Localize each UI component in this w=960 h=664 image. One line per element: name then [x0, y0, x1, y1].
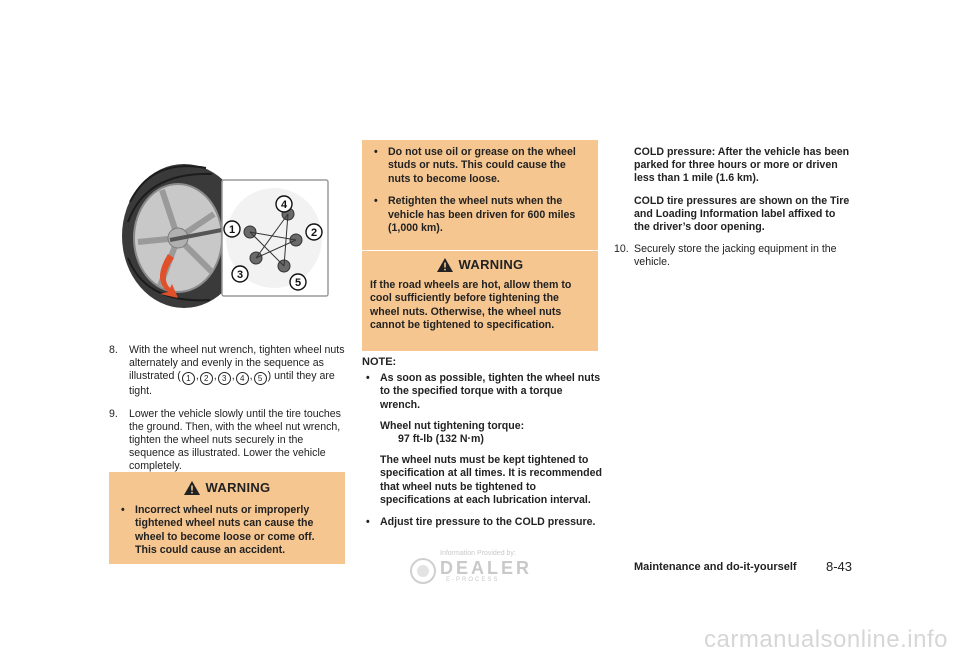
step-8: 8. With the wheel nut wrench, tighten wheel nuts alternately and evenly in the sequence as illustrated ( 1 , 2 , 3 , 4 , 5 ) until they are tight. — [109, 344, 345, 398]
callout-1: 1 — [228, 224, 236, 236]
warning-title-2: WARNING — [458, 257, 524, 273]
warning-box-2 — [362, 251, 598, 351]
warning-2-text: If the road wheels are hot, allow them to cool sufficiently before tightening the wheel nuts. Otherwise, the wheel nuts cannot be tightened to specification. — [370, 279, 572, 332]
watermark: carmanualsonline.info — [704, 626, 948, 653]
dealer-emblem-icon — [410, 558, 436, 584]
warning-cont-item-2-text: Retighten the wheel nuts when the vehicle has been driven for 600 miles (1,000 km). — [388, 195, 576, 235]
torque-label: Wheel nut tightening torque: — [380, 419, 525, 432]
step-8-text-a: With the wheel nut wrench, tighten wheel nuts alternately and evenly in the sequence as illustrated ( — [129, 344, 345, 383]
warning-1-item-text: Incorrect wheel nuts or improperly tightened wheel nuts can cause the wheel to become loose or come off. This could cause an accident. — [135, 504, 315, 557]
left-column — [109, 344, 345, 483]
dealer-provided: Information Provided by: — [440, 550, 516, 557]
note-item-2: • Adjust tire pressure to the COLD pressure. — [366, 516, 596, 529]
note-item-1-text: As soon as possible, tighten the wheel nuts to the specified torque with a torque wrench. — [380, 372, 601, 411]
torque-note: The wheel nuts must be kept tightened to specification at all times. It is recommended that wheel nuts be tightened to specifications at each lubrication interval. — [380, 454, 602, 506]
dealer-name: DEALER — [440, 558, 533, 578]
step-9-number: 9. — [109, 407, 118, 420]
warning-cont-item-2: • Retighten the wheel nuts when the vehicle has been driven for 600 miles (1,000 km). — [374, 195, 576, 235]
cold-pressure-definition: COLD pressure: After the vehicle has been parked for three hours or more or driven less than 1 mile (1.6 km). — [634, 146, 850, 185]
dealer-logo — [410, 550, 550, 584]
footer-page-number: 8-43 — [826, 559, 853, 574]
step-8-number: 8. — [109, 344, 118, 356]
warning-box-continued — [362, 140, 598, 250]
seq-2: 2 — [200, 372, 213, 385]
step-9-text: Lower the vehicle slowly until the tire touches the ground. Then, with the wheel nut wrench, tighten the wheel nuts securely in the sequence as illustrated. Lower the vehicle completely. — [129, 407, 341, 473]
right-column — [614, 146, 852, 279]
torque-value: 97 ft-lb (132 N·m) — [398, 433, 484, 446]
note-item-1: • As soon as possible, tighten the wheel nuts to the specified torque with a torque wrench. Wheel nut tightening torque: 97 ft-lb (132 N·m) The wheel nuts must be kept tightened to specification at all times. It is recommended that wheel nuts be tightened to specifications at each lubrication interval. — [366, 372, 602, 506]
note-section — [362, 356, 602, 538]
callout-3: 3 — [236, 269, 244, 281]
warning-cont-item-1: • Do not use oil or grease on the wheel studs or nuts. This could cause the nuts to become loose. — [374, 146, 576, 185]
warning-cont-item-1-text: Do not use oil or grease on the wheel studs or nuts. This could cause the nuts to become loose. — [388, 146, 576, 185]
warning-title-1: WARNING — [205, 480, 271, 496]
seq-4: 4 — [236, 372, 249, 385]
callout-2: 2 — [310, 227, 318, 239]
warning-header-1 — [109, 478, 345, 498]
warning-triangle-icon — [184, 481, 200, 495]
note-heading: NOTE: — [362, 356, 397, 368]
step-10-text: Securely store the jacking equipment in the vehicle. — [634, 243, 837, 269]
cold-pressure-label-info: COLD tire pressures are shown on the Tire and Loading Information label affixed to the driver’s door opening. — [634, 194, 850, 234]
warning-header-2 — [362, 255, 598, 275]
callout-5: 5 — [294, 277, 302, 289]
callout-4: 4 — [280, 199, 288, 211]
footer-section-title: Maintenance and do-it-yourself — [634, 561, 797, 573]
warning-box-1 — [109, 472, 345, 564]
step-8-text-b: ) until they are tight. — [129, 370, 335, 398]
wheel-nut-illustration — [122, 162, 330, 308]
step-9 — [109, 408, 345, 474]
warning-triangle-icon — [437, 258, 453, 272]
warning-1-item: • Incorrect wheel nuts or improperly tightened wheel nuts can cause the wheel to become loose or come off. This could cause an accident. — [121, 504, 315, 557]
note-item-2-text: Adjust tire pressure to the COLD pressure. — [380, 516, 596, 529]
seq-5: 5 — [254, 372, 267, 385]
seq-3: 3 — [218, 372, 231, 385]
seq-1: 1 — [182, 372, 195, 385]
dealer-sub: E-PROCESS — [446, 577, 500, 583]
step-10 — [614, 243, 852, 269]
step-10-number: 10. — [614, 243, 629, 256]
